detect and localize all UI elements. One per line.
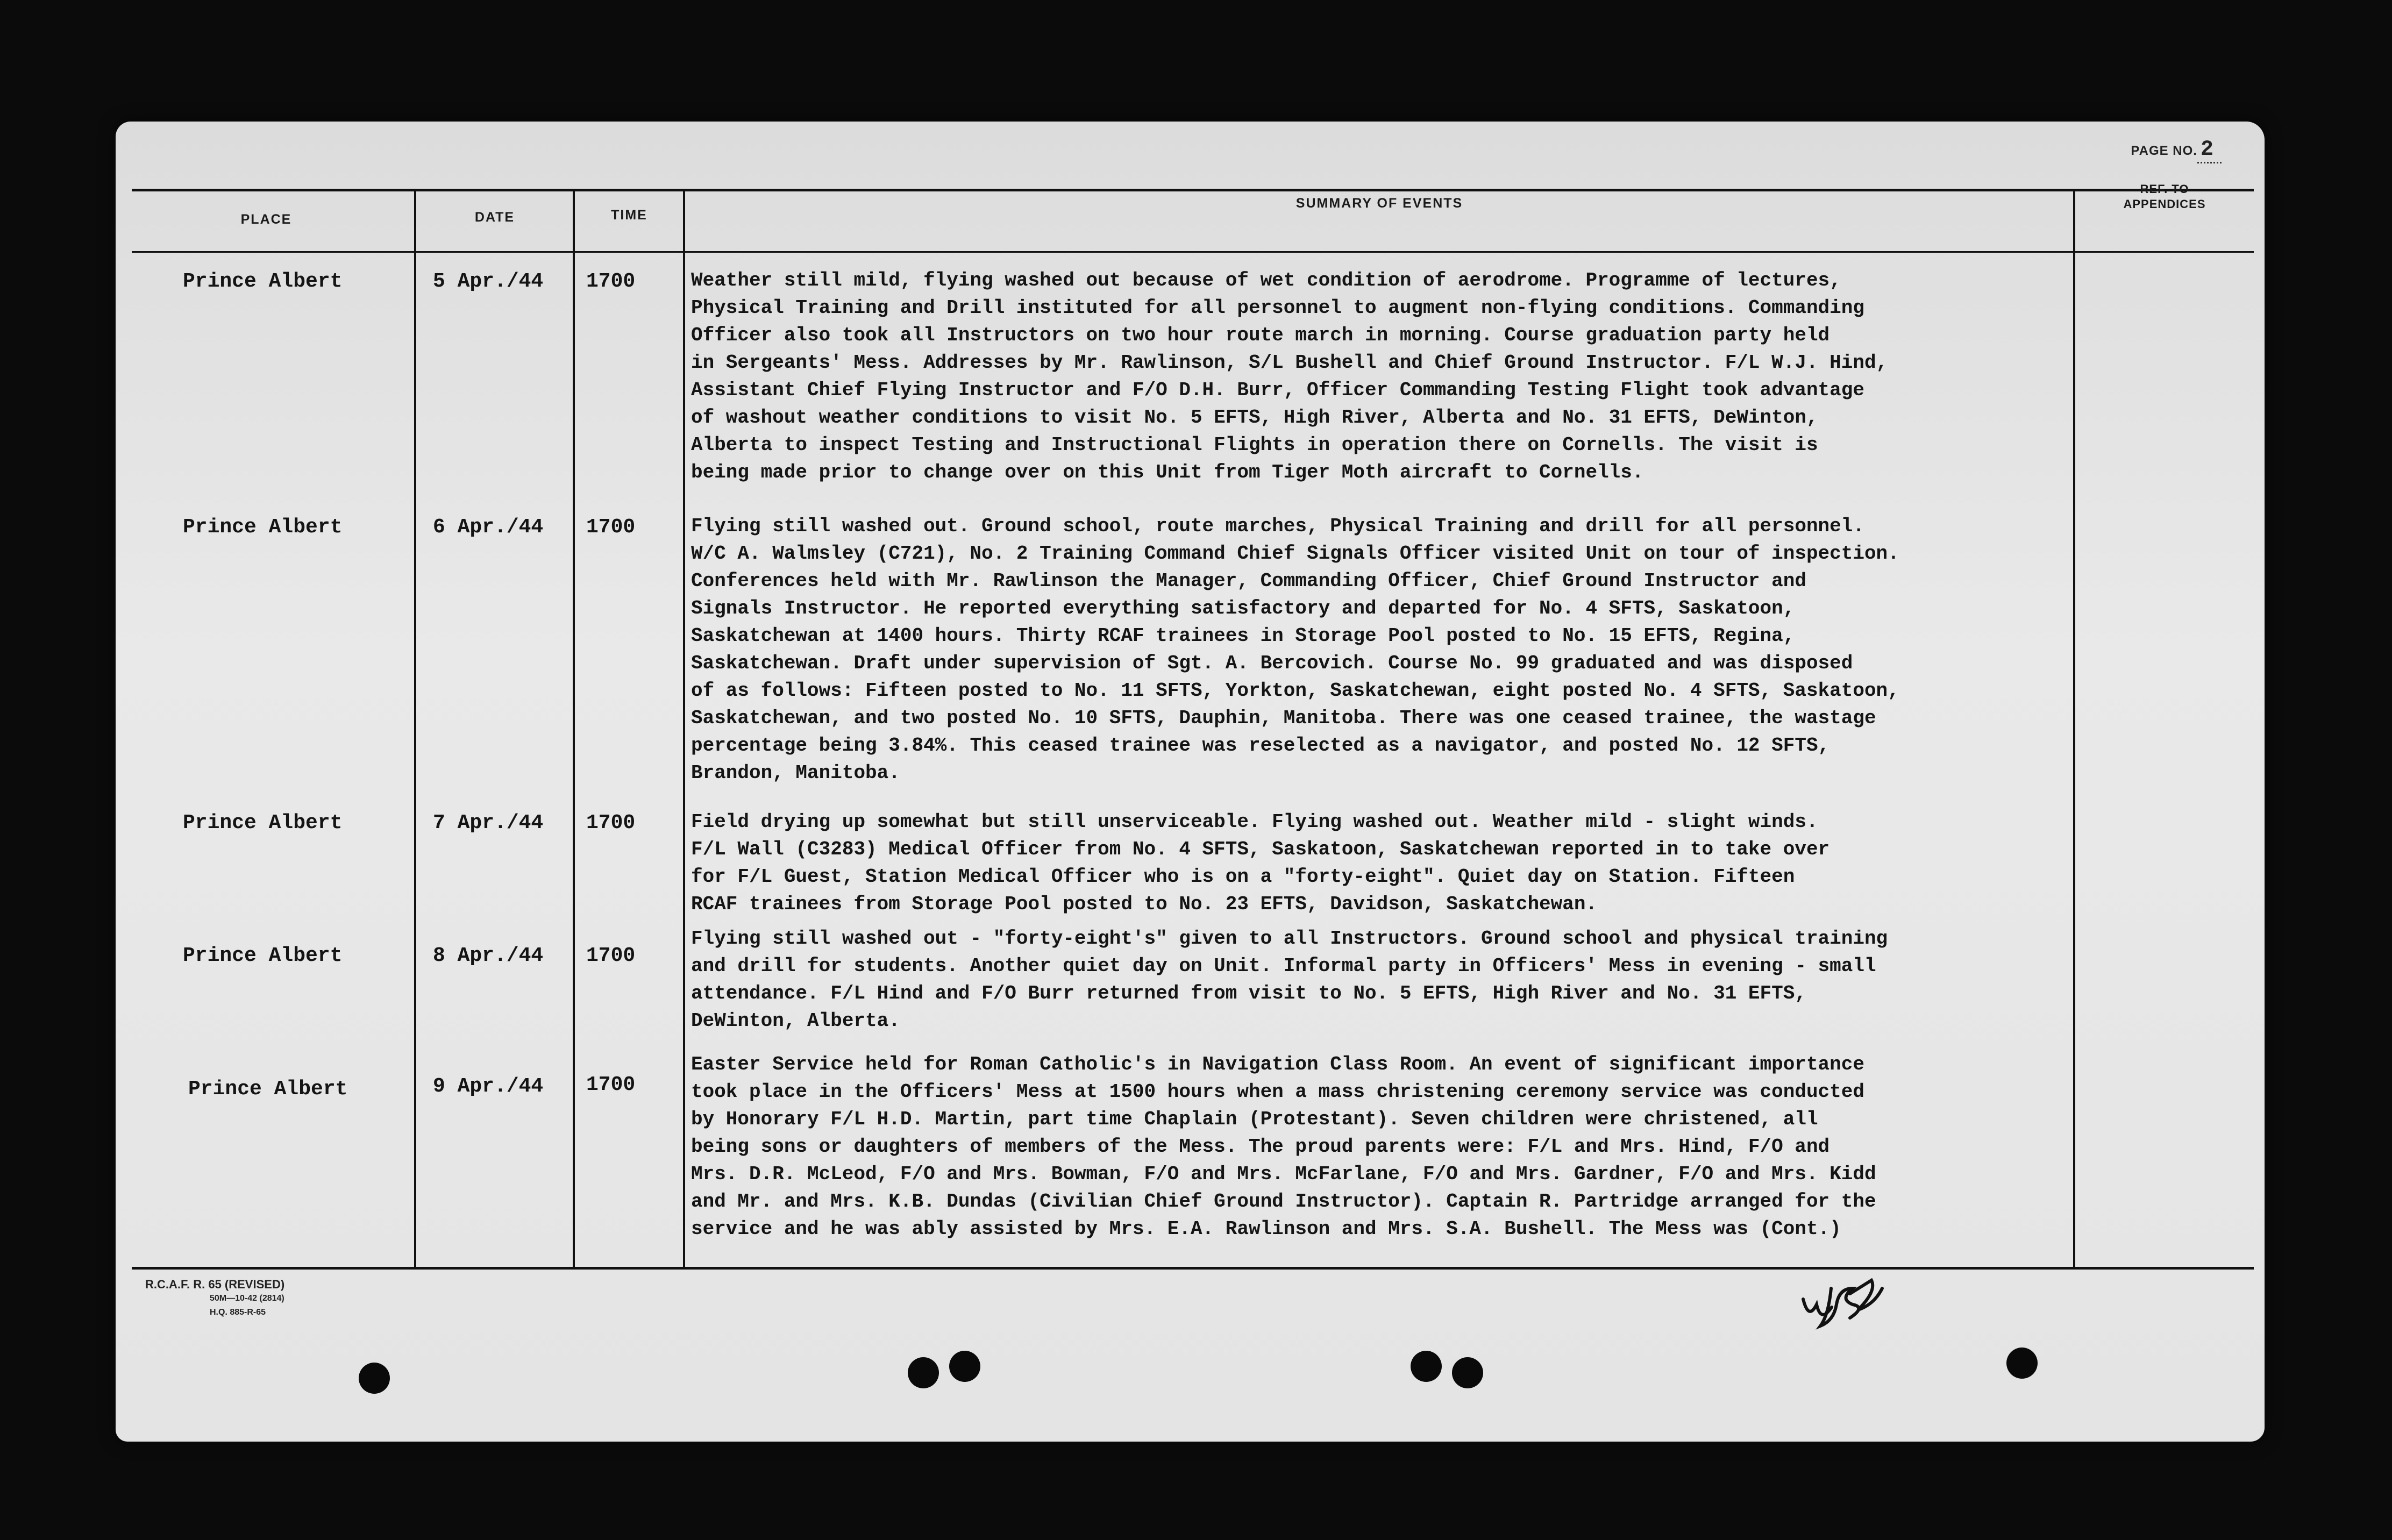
punch-hole <box>1452 1357 1483 1388</box>
entry-date: 5 Apr./44 <box>433 270 544 293</box>
diary-page <box>116 122 2265 1442</box>
form-line1: R.C.A.F. R. 65 (REVISED) <box>145 1278 285 1291</box>
table-bottom-rule <box>132 1267 2254 1270</box>
entry-place: Prince Albert <box>188 1078 348 1101</box>
entry-time: 1700 <box>586 516 636 539</box>
header-place: PLACE <box>240 212 292 227</box>
header-ref-appendices <box>2078 182 2251 212</box>
entry-summary: Flying still washed out - "forty-eight's" given to all Instructors. Ground school and physical training and drill for students. Another quiet day on Unit. Informal party in Officers' Mess in evening - small attendance. F/L Hind and F/O Burr returned from visit to No. 5 EFTS, High River and No. 31 EFTS, DeWinton, Alberta. <box>691 928 1888 1032</box>
entry-summary: Easter Service held for Roman Catholic's in Navigation Class Room. An event of significant importance took place in the Officers' Mess at 1500 hours when a mass christening ceremony service was conducted by Honorary F/L H.D. Martin, part time Chaplain (Protestant). Seven children were christened, all being sons or daughters of members of the Mess. The proud parents were: F/L and Mrs. Hind, F/O and Mrs. D.R. McLeod, F/O and Mrs. Bowman, F/O and Mrs. McFarlane, F/O and Mrs. Gardner, F/O and Mrs. Kidd and Mr. and Mrs. K.B. Dundas (Civilian Chief Ground Instructor). Captain R. Partridge arranged for the service and he was ably assisted by Mrs. E.A. Rawlinson and Mrs. S.A. Bushell. The Mess was (Cont.) <box>691 1053 1876 1240</box>
page-number <box>2131 138 2222 162</box>
entry-time: 1700 <box>586 1073 636 1096</box>
page-number-value: 2 <box>2197 138 2222 163</box>
entry-summary: Weather still mild, flying washed out because of wet condition of aerodrome. Programme of lectures, Physical Training and Drill instituted for all personnel to augment non-flying conditions. Commanding Officer also took all Instructors on two hour route march in morning. Course graduation party held in Sergeants' Mess. Addresses by Mr. Rawlinson, S/L Bushell and Chief Ground Instructor. F/L W.J. Hind, Assistant Chief Flying Instructor and F/O D.H. Burr, Officer Commanding Testing Flight took advantage of washout weather conditions to visit No. 5 EFTS, High River, Alberta and No. 31 EFTS, DeWinton, Alberta to inspect Testing and Instructional Flights in operation there on Cornells. The visit is being made prior to change over on this Unit from Tiger Moth aircraft to Cornells. <box>691 269 1888 483</box>
column-divider <box>573 191 575 1267</box>
punch-hole <box>359 1363 390 1394</box>
entry-time: 1700 <box>586 811 636 835</box>
table-top-rule <box>132 189 2254 191</box>
entry-summary: Flying still washed out. Ground school, route marches, Physical Training and drill for all personnel. W/C A. Walmsley (C721), No. 2 Training Command Chief Signals Officer visited Unit on tour of inspection. Conferences held with Mr. Rawlinson the Manager, Commanding Officer, Chief Ground Instructor and Signals Instructor. He reported everything satisfactory and departed for No. 4 SFTS, Saskatoon, Saskatchewan at 1400 hours. Thirty RCAF trainees in Storage Pool posted to No. 15 EFTS, Regina, Saskatchewan. Draft under supervision of Sgt. A. Bercovich. Course No. 99 graduated and was disposed of as follows: Fifteen posted to No. 11 SFTS, Yorkton, Saskatchewan, eight posted No. 4 SFTS, Saskatoon, Saskatchewan, and two posted No. 10 SFTS, Dauphin, Manitoba. There was one ceased trainee, the wastage percentage being 3.84%. This ceased trainee was reselected as a navigator, and posted No. 12 SFTS, Brandon, Manitoba. <box>691 515 1899 784</box>
entry-place: Prince Albert <box>183 811 343 835</box>
entry-date: 7 Apr./44 <box>433 811 544 835</box>
header-time: TIME <box>611 208 647 223</box>
entry-date: 8 Apr./44 <box>433 944 544 967</box>
header-summary: SUMMARY OF EVENTS <box>1295 196 1463 211</box>
entry-place: Prince Albert <box>183 944 343 967</box>
entry-place: Prince Albert <box>183 270 343 293</box>
handwritten-initials <box>1799 1278 1890 1337</box>
header-ref-line2: APPENDICES <box>2123 197 2206 211</box>
header-ref-line1: REF. TO <box>2140 182 2189 196</box>
entry-time: 1700 <box>586 270 636 293</box>
form-number <box>145 1278 284 1320</box>
entry-place: Prince Albert <box>183 516 343 539</box>
column-divider <box>683 191 685 1267</box>
form-line3: H.Q. 885-R-65 <box>210 1308 266 1317</box>
page-number-label: PAGE NO. <box>2131 144 2197 158</box>
punch-hole <box>2006 1348 2038 1379</box>
form-line2: 50M—10-42 (2814) <box>210 1294 284 1303</box>
header-date: DATE <box>474 210 515 225</box>
entry-summary: Field drying up somewhat but still unserviceable. Flying washed out. Weather mild - slight winds. F/L Wall (C3283) Medical Officer from No. 4 SFTS, Saskatoon, Saskatchewan reported in to take over for F/L Guest, Station Medical Officer who is on a "forty-eight". Quiet day on Station. Fifteen RCAF trainees from Storage Pool posted to No. 23 EFTS, Davidson, Saskatchewan. <box>691 811 1830 915</box>
column-divider <box>414 191 416 1267</box>
punch-hole <box>949 1351 980 1382</box>
entry-date: 9 Apr./44 <box>433 1075 544 1098</box>
entry-date: 6 Apr./44 <box>433 516 544 539</box>
punch-hole <box>908 1357 939 1388</box>
punch-hole <box>1411 1351 1442 1382</box>
header-rule <box>132 251 2254 253</box>
entry-time: 1700 <box>586 944 636 967</box>
